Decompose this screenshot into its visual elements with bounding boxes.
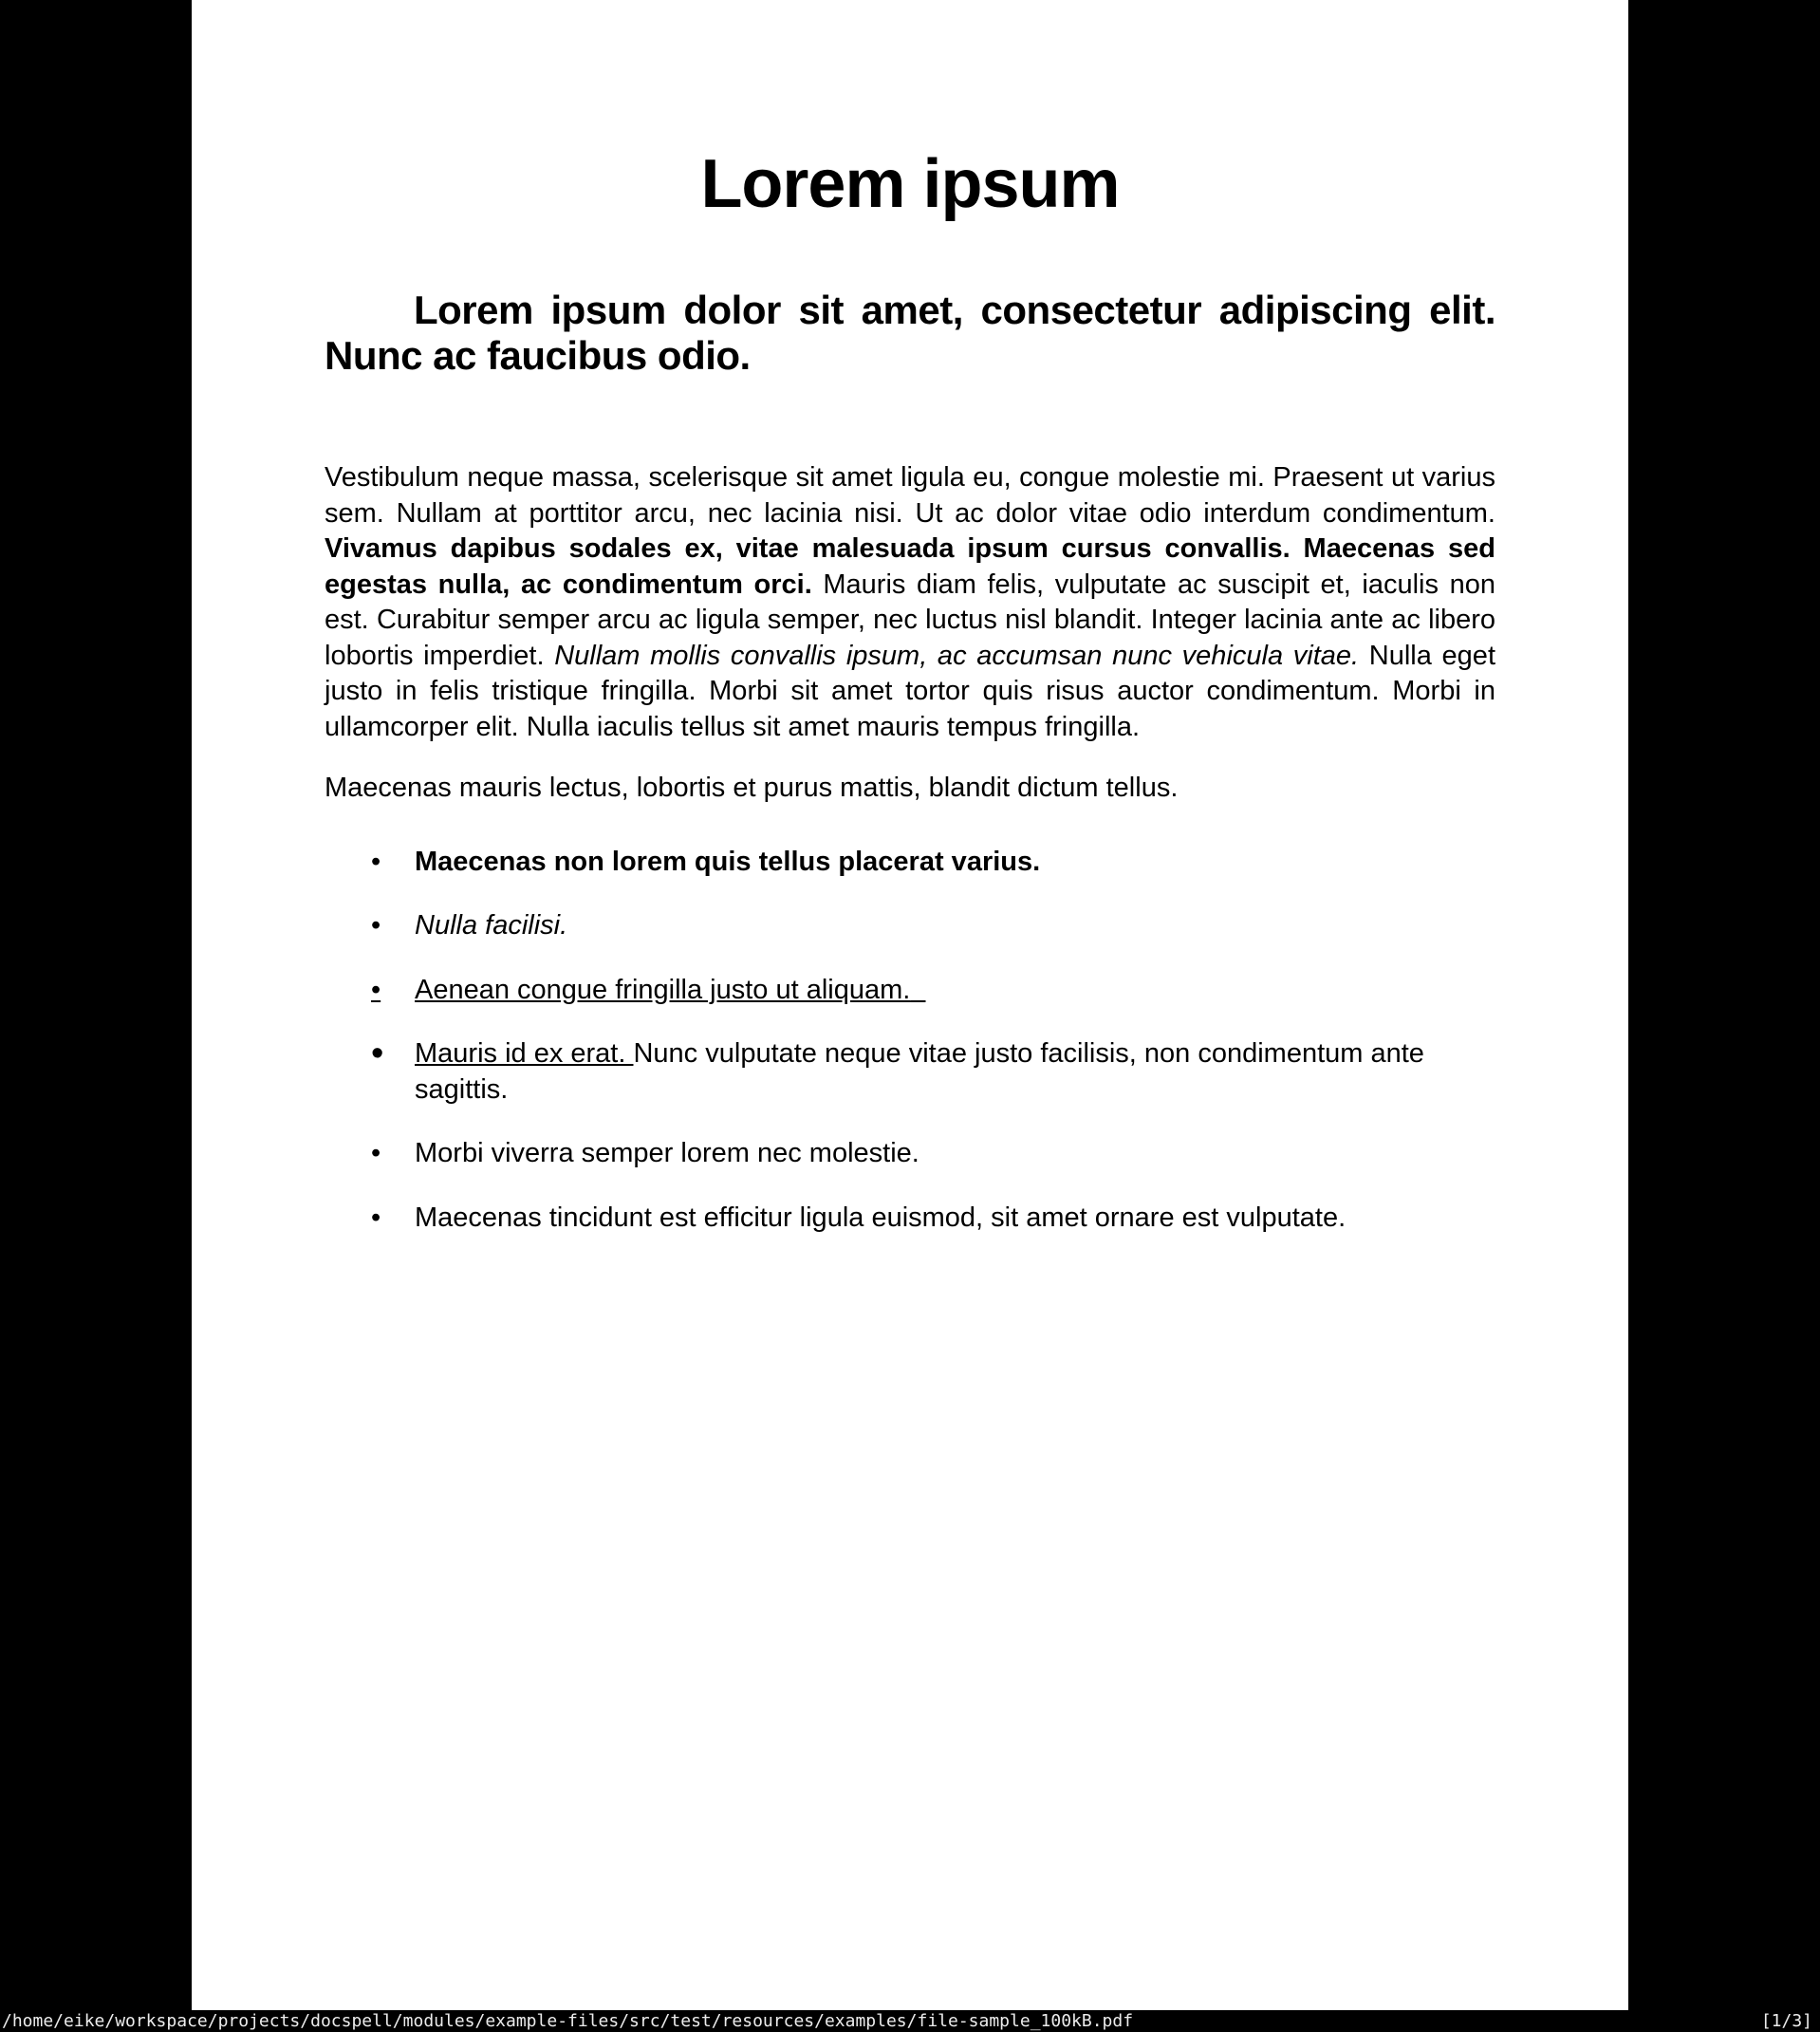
pdf-page-view[interactable]	[192, 0, 1628, 2010]
paragraph-2: Maecenas mauris lectus, lobortis et purus mattis, blandit dictum tellus.	[325, 773, 1179, 803]
status-page-indicator: [1/3]	[1760, 2011, 1812, 2031]
bullet-icon: •	[371, 974, 381, 1005]
text-run-bold: Vivamus dapibus sodales ex, vitae malesuada ipsum cursus convallis. Maecenas sed egestas nulla, ac condimentum orci.	[325, 533, 1495, 600]
list-item	[325, 1201, 1495, 1237]
paragraph-1	[325, 460, 1495, 745]
list-item-text: Nulla facilisi.	[415, 910, 568, 941]
list-item-text: Maecenas non lorem quis tellus placerat varius.	[415, 846, 1041, 877]
bullet-icon: •	[371, 1202, 381, 1233]
text-run: Mauris diam felis, vulputate ac suscipit et, iaculis non est. Curabitur semper arcu ac ligula semper, nec luctus nisl blandit. Integer lacinia ante ac libero lobortis imperdiet.	[325, 569, 1495, 671]
document-content	[325, 146, 1495, 1236]
text-run: Nunc vulputate neque vitae justo facilisis, non condimentum ante sagittis.	[415, 1038, 1424, 1105]
list-item	[325, 908, 1495, 944]
bullet-icon: •	[371, 910, 381, 941]
list-item	[325, 1136, 1495, 1172]
status-bar	[0, 2010, 1820, 2032]
text-run: Vestibulum neque massa, scelerisque sit amet ligula eu, congue molestie mi. Praesent ut varius sem. Nullam at porttitor arcu, nec lacinia nisi. Ut ac dolor vitae odio interdum condimentum.	[325, 462, 1495, 529]
list-item-text: Morbi viverra semper lorem nec molestie.	[415, 1138, 919, 1168]
list-item	[325, 1036, 1495, 1108]
bullet-icon: •	[371, 1138, 381, 1168]
status-file-path: /home/eike/workspace/projects/docspell/modules/example-files/src/test/resources/examples/file-sample_100kB.pdf	[2, 2011, 1134, 2031]
text-run-underline: Mauris id ex erat.	[415, 1038, 634, 1069]
bullet-icon: •	[371, 846, 381, 877]
bullet-icon: •	[371, 1034, 384, 1073]
list-item	[325, 973, 1495, 1009]
document-title: Lorem ipsum	[700, 146, 1120, 222]
text-run-italic: Nullam mollis convallis ipsum, ac accumsan nunc vehicula vitae.	[554, 640, 1369, 671]
list-item	[325, 845, 1495, 881]
text-run: Nulla eget justo in felis tristique fringilla. Morbi sit amet tortor quis risus auctor condimentum. Morbi in ullamcorper elit. Nulla iaculis tellus sit amet mauris tempus fringilla.	[325, 640, 1495, 742]
list-item-text: Aenean congue fringilla justo ut aliquam.	[415, 974, 911, 1005]
bullet-list	[325, 845, 1495, 1237]
document-subtitle: Lorem ipsum dolor sit amet, consectetur adipiscing elit. Nunc ac faucibus odio.	[325, 288, 1495, 378]
list-item-text: Maecenas tincidunt est efficitur ligula euismod, sit amet ornare est vulputate.	[415, 1202, 1346, 1233]
